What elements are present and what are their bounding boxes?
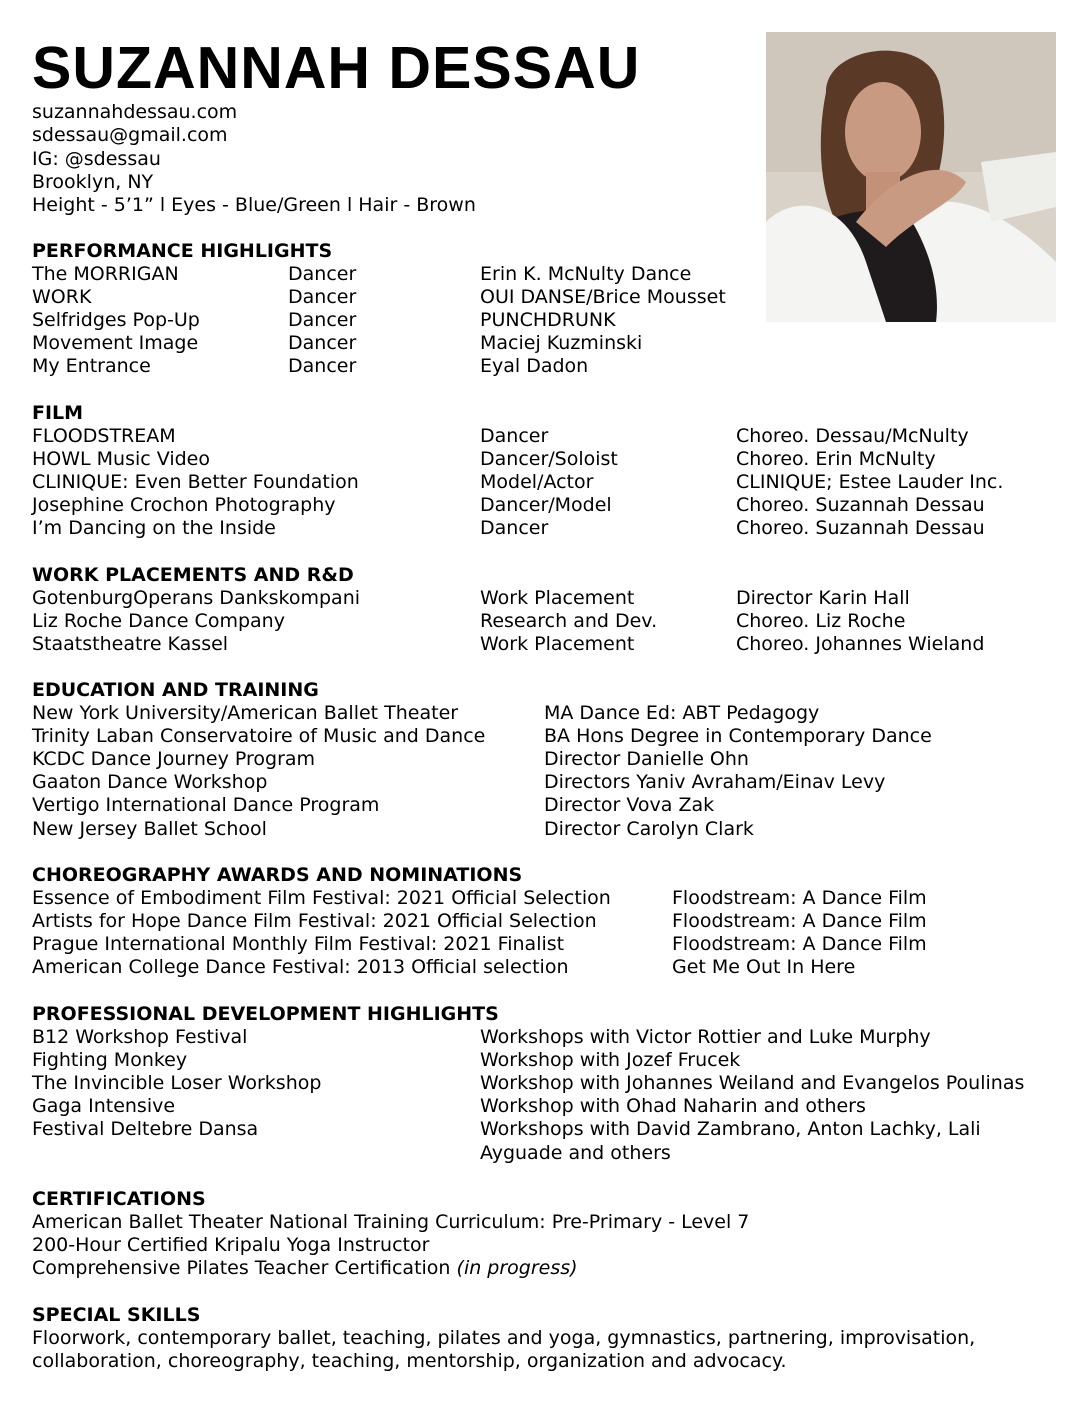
film-title: Josephine Crochon Photography <box>32 494 336 517</box>
contact-physical-stats: Height - 5’1” l Eyes - Blue/Green l Hair - Brown <box>32 194 476 217</box>
program: Directors Yaniv Avraham/Einav Levy <box>544 771 886 794</box>
company: Eyal Dadon <box>480 355 589 378</box>
workshop-detail: Workshops with David Zambrano, Anton Lachky, Lali Ayguade and others <box>480 1118 981 1164</box>
program: BA Hons Degree in Contemporary Dance <box>544 725 932 748</box>
table-row <box>32 633 1068 656</box>
contact-info <box>32 101 476 217</box>
company: OUI DANSE/Brice Mousset <box>480 286 726 309</box>
table-row <box>32 286 1068 309</box>
awards-section <box>32 864 1068 979</box>
role: Dancer/Soloist <box>480 448 618 471</box>
contact-email: sdessau@gmail.com <box>32 124 228 147</box>
work-title: WORK <box>32 286 92 309</box>
film-title: FLOODSTREAM <box>32 425 176 448</box>
company: Erin K. McNulty Dance <box>480 263 692 286</box>
event: Gaga Intensive <box>32 1095 176 1118</box>
award: American College Dance Festival: 2013 Official selection <box>32 956 569 979</box>
role: Dancer <box>480 517 549 540</box>
certification-item <box>32 1257 1068 1280</box>
event: The Invincible Loser Workshop <box>32 1072 322 1095</box>
work-title: My Entrance <box>32 355 151 378</box>
table-row <box>32 1049 1068 1072</box>
workshop-detail: Workshop with Jozef Frucek <box>480 1049 741 1072</box>
event: B12 Workshop Festival <box>32 1026 248 1049</box>
table-row <box>32 1026 1068 1049</box>
school: New York University/American Ballet Theater <box>32 702 459 725</box>
workshop-detail: Workshops with Victor Rottier and Luke Murphy <box>480 1026 931 1049</box>
event: Fighting Monkey <box>32 1049 188 1072</box>
section-heading: CERTIFICATIONS <box>32 1188 206 1210</box>
work-title: The MORRIGAN <box>32 263 179 286</box>
contact-location: Brooklyn, NY <box>32 170 154 193</box>
director: Director Karin Hall <box>736 587 910 610</box>
section-heading: FILM <box>32 402 84 424</box>
role: Dancer/Model <box>480 494 612 517</box>
table-row <box>32 1095 1068 1118</box>
table-row <box>32 771 1068 794</box>
contact-website: suzannahdessau.com <box>32 101 238 123</box>
table-row <box>32 702 1068 725</box>
award-work: Floodstream: A Dance Film <box>672 933 927 956</box>
table-row <box>32 1118 1068 1164</box>
role: Dancer <box>480 425 549 448</box>
school: KCDC Dance Journey Program <box>32 748 316 771</box>
program: Director Carolyn Clark <box>544 817 754 840</box>
award-work: Floodstream: A Dance Film <box>672 910 927 933</box>
section-heading: WORK PLACEMENTS AND R&D <box>32 564 354 586</box>
school: Trinity Laban Conservatoire of Music and Dance <box>32 725 486 748</box>
table-row <box>32 517 1068 540</box>
credit: CLINIQUE; Estee Lauder Inc. <box>736 471 1004 494</box>
school: New Jersey Ballet School <box>32 817 267 840</box>
placement-type: Work Placement <box>480 587 635 610</box>
role: Dancer <box>288 309 357 332</box>
placement-type: Research and Dev. <box>480 610 658 633</box>
table-row <box>32 471 1068 494</box>
company: PUNCHDRUNK <box>480 309 616 332</box>
skills-section <box>32 1304 1068 1373</box>
certification-item: American Ballet Theater National Training Curriculum: Pre-Primary - Level 7 <box>32 1211 750 1234</box>
program: Director Danielle Ohn <box>544 748 749 771</box>
table-row <box>32 448 1068 471</box>
film-title: I’m Dancing on the Inside <box>32 517 276 540</box>
table-row <box>32 910 1068 933</box>
school: Vertigo International Dance Program <box>32 794 380 817</box>
award-work: Get Me Out In Here <box>672 956 856 979</box>
table-row <box>32 887 1068 910</box>
certification-item: 200-Hour Certified Kripalu Yoga Instructor <box>32 1234 430 1257</box>
program: MA Dance Ed: ABT Pedagogy <box>544 702 820 725</box>
award-work: Floodstream: A Dance Film <box>672 887 927 910</box>
section-heading: PROFESSIONAL DEVELOPMENT HIGHLIGHTS <box>32 1003 499 1025</box>
workshop-detail: Workshop with Johannes Weiland and Evangelos Poulinas <box>480 1072 1025 1095</box>
certifications-section <box>32 1188 1068 1280</box>
credit: Choreo. Dessau/McNulty <box>736 425 969 448</box>
section-heading: PERFORMANCE HIGHLIGHTS <box>32 240 333 262</box>
work-title: Selfridges Pop-Up <box>32 309 200 332</box>
table-row <box>32 309 1068 332</box>
credit: Choreo. Suzannah Dessau <box>736 517 985 540</box>
certification-text: Comprehensive Pilates Teacher Certification <box>32 1257 451 1280</box>
director: Choreo. Liz Roche <box>736 610 906 633</box>
table-row <box>32 610 1068 633</box>
award: Prague International Monthly Film Festival: 2021 Finalist <box>32 933 565 956</box>
table-row <box>32 818 1068 841</box>
credit: Choreo. Suzannah Dessau <box>736 494 985 517</box>
company: Maciej Kuzminski <box>480 332 643 355</box>
table-row <box>32 263 1068 286</box>
table-row <box>32 1072 1068 1095</box>
contact-instagram: IG: @sdessau <box>32 147 161 170</box>
performance-section <box>32 240 1068 379</box>
certification-status: (in progress) <box>456 1257 578 1280</box>
director: Choreo. Johannes Wieland <box>736 633 985 656</box>
skills-text: Floorwork, contemporary ballet, teaching, pilates and yoga, gymnastics, partnering, improvisation, collaboration, choreography, teaching, mentorship, organization and advocacy. <box>32 1327 976 1373</box>
table-row <box>32 933 1068 956</box>
resume-name: SUZANNAH DESSAU <box>32 35 641 101</box>
school: Gaaton Dance Workshop <box>32 771 268 794</box>
role: Dancer <box>288 286 357 309</box>
placement-type: Work Placement <box>480 633 635 656</box>
table-row <box>32 725 1068 748</box>
organization: GotenburgOperans Dankskompani <box>32 587 361 610</box>
award: Artists for Hope Dance Film Festival: 2021 Official Selection <box>32 910 597 933</box>
table-row <box>32 425 1068 448</box>
award: Essence of Embodiment Film Festival: 2021 Official Selection <box>32 887 611 910</box>
table-row <box>32 332 1068 355</box>
film-section <box>32 402 1068 541</box>
table-row <box>32 748 1068 771</box>
film-title: CLINIQUE: Even Better Foundation <box>32 471 359 494</box>
credit: Choreo. Erin McNulty <box>736 448 936 471</box>
table-row <box>32 587 1068 610</box>
role: Dancer <box>288 355 357 378</box>
table-row <box>32 794 1068 817</box>
role: Model/Actor <box>480 471 594 494</box>
placements-section <box>32 564 1068 656</box>
film-title: HOWL Music Video <box>32 448 210 471</box>
workshop-detail: Workshop with Ohad Naharin and others <box>480 1095 866 1118</box>
event: Festival Deltebre Dansa <box>32 1118 259 1141</box>
table-row <box>32 355 1068 378</box>
section-heading: EDUCATION AND TRAINING <box>32 679 319 701</box>
organization: Liz Roche Dance Company <box>32 610 285 633</box>
section-heading: CHOREOGRAPHY AWARDS AND NOMINATIONS <box>32 864 523 886</box>
education-section <box>32 679 1068 841</box>
role: Dancer <box>288 332 357 355</box>
section-heading: SPECIAL SKILLS <box>32 1304 201 1326</box>
table-row <box>32 494 1068 517</box>
development-section <box>32 1003 1068 1165</box>
program: Director Vova Zak <box>544 794 715 817</box>
table-row <box>32 956 1068 979</box>
organization: Staatstheatre Kassel <box>32 633 229 656</box>
role: Dancer <box>288 263 357 286</box>
work-title: Movement Image <box>32 332 199 355</box>
